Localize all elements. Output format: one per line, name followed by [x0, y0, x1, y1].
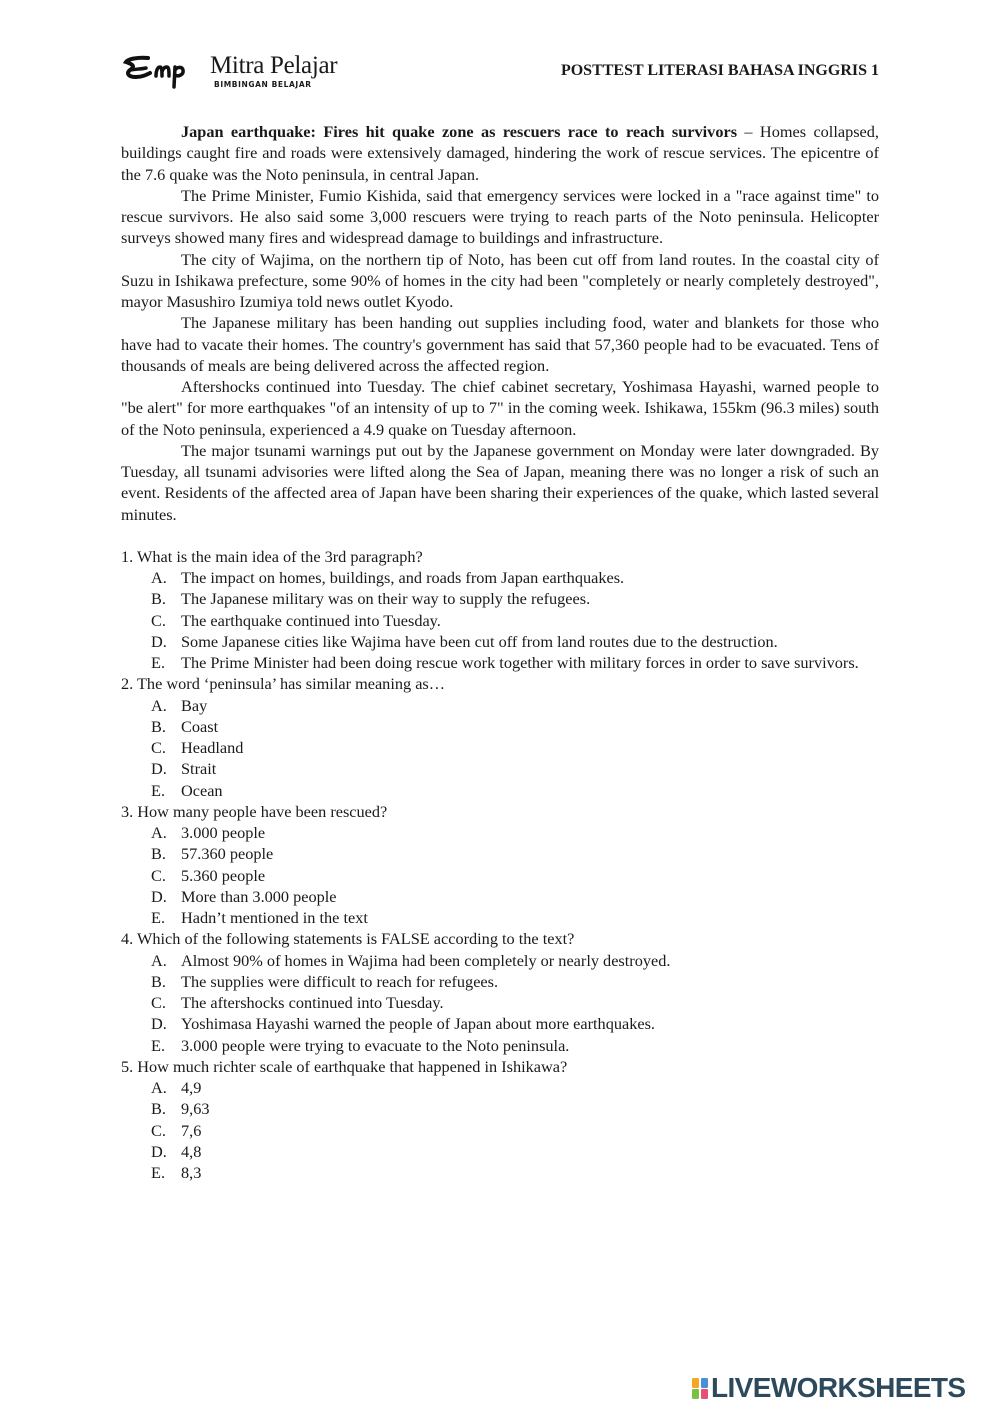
- option-letter-cell: [121, 780, 181, 801]
- option-letter-cell: [121, 1098, 181, 1119]
- question-block: [121, 673, 879, 801]
- option-text: 5.360 people: [181, 865, 266, 885]
- option-letter-cell: [121, 567, 181, 588]
- option-letter: D.: [151, 631, 167, 651]
- answer-option[interactable]: [121, 822, 879, 843]
- option-text: The aftershocks continued into Tuesday.: [181, 993, 444, 1012]
- answer-options: [121, 1077, 879, 1183]
- option-text: 3.000 people: [181, 823, 266, 842]
- option-text: The supplies were difficult to reach for refugees.: [181, 971, 499, 991]
- article-lead-text: – Homes collapsed, buildings caught fire and roads were extensively damaged, hindering the work of rescue services. The epicentre of the 7.6 quake was the Noto peninsula, in central Japan.: [121, 122, 879, 184]
- option-letter-cell: [121, 992, 181, 1013]
- answer-option[interactable]: [121, 992, 879, 1013]
- option-letter-cell: [121, 588, 181, 609]
- answer-option[interactable]: [121, 907, 879, 928]
- option-letter-cell: [121, 865, 181, 886]
- page-title: POSTTEST LITERASI BAHASA INGGRIS 1: [560, 62, 879, 79]
- option-letter: E.: [151, 908, 166, 927]
- option-letter-cell: [121, 652, 181, 673]
- article-paragraph: The Prime Minister, Fumio Kishida, said that emergency services were locked in a "race against time" to rescue survivors. He also said some 3,000 rescuers were trying to reach parts of the Noto peninsula. Helicopter surveys showed many fires and widespread damage to buildings and infrastructure.: [121, 185, 879, 248]
- option-text: Some Japanese cities like Wajima have been cut off from land routes due to the destruction.: [181, 631, 778, 651]
- liveworksheets-brand: LIVEWORKSHEETS: [711, 1372, 966, 1403]
- liveworksheets-logo-icon: [692, 1378, 708, 1399]
- option-letter-cell: [121, 716, 181, 737]
- answer-option[interactable]: [121, 950, 879, 971]
- option-letter: A.: [151, 950, 167, 970]
- option-letter-cell: [121, 1141, 181, 1162]
- article-paragraph: The major tsunami warnings put out by the Japanese government on Monday were later downgraded. By Tuesday, all tsunami advisories were lifted along the Sea of Japan, meaning there was no longer a risk of such an event. Residents of the affected area of Japan have been sharing their experiences of the quake, which lasted several minutes.: [121, 440, 879, 524]
- option-letter: B.: [151, 971, 166, 991]
- option-letter: C.: [151, 610, 166, 630]
- answer-options: [121, 950, 879, 1056]
- option-letter-cell: [121, 1013, 181, 1034]
- option-text: More than 3.000 people: [181, 886, 337, 906]
- article-headline: Japan earthquake: Fires hit quake zone as rescuers race to reach survivors: [181, 122, 738, 141]
- answer-option[interactable]: [121, 886, 879, 907]
- answer-option[interactable]: [121, 1077, 879, 1098]
- option-letter: B.: [151, 589, 166, 609]
- option-letter: D.: [151, 1014, 167, 1034]
- answer-option[interactable]: [121, 843, 879, 864]
- option-letter: B.: [151, 716, 166, 736]
- answer-option[interactable]: [121, 1162, 879, 1183]
- answer-option[interactable]: [121, 1098, 879, 1119]
- option-letter-cell: [121, 1120, 181, 1141]
- option-text: 4,9: [181, 1078, 202, 1097]
- option-text: 7,6: [181, 1120, 202, 1140]
- answer-option[interactable]: [121, 610, 879, 631]
- option-letter-cell: [121, 886, 181, 907]
- option-text: 4,8: [181, 1141, 202, 1161]
- answer-option[interactable]: [121, 865, 879, 886]
- option-letter: A.: [151, 695, 167, 715]
- liveworksheets-watermark: [692, 1372, 992, 1403]
- option-letter: E.: [151, 653, 166, 672]
- answer-option[interactable]: [121, 567, 879, 588]
- option-letter: E.: [151, 1035, 166, 1055]
- question-block: [121, 801, 879, 929]
- option-letter: B.: [151, 1099, 166, 1119]
- option-text: The impact on homes, buildings, and roads from Japan earthquakes.: [181, 568, 625, 587]
- document-body: [121, 121, 879, 1183]
- option-letter-cell: [121, 843, 181, 864]
- answer-option[interactable]: [121, 1035, 879, 1056]
- option-text: 57.360 people: [181, 844, 274, 864]
- article-paragraph: The Japanese military has been handing out supplies including food, water and blankets for those who have had to vacate their homes. The country's government has said that 57,360 people had to be evacuated. Tens of thousands of meals are being delivered across the affected region.: [121, 313, 879, 375]
- option-text: The Prime Minister had been doing rescue work together with military forces in order to save survivors.: [181, 653, 859, 672]
- answer-options: [121, 822, 879, 928]
- option-text: Ocean: [181, 780, 223, 800]
- option-letter: A.: [151, 1078, 167, 1097]
- option-text: Bay: [181, 695, 208, 715]
- answer-option[interactable]: [121, 737, 879, 758]
- answer-option[interactable]: [121, 1013, 879, 1034]
- question-text: 4. Which of the following statements is FALSE according to the text?: [121, 929, 575, 949]
- option-letter-cell: [121, 631, 181, 652]
- option-letter: C.: [151, 865, 166, 885]
- article-lead-paragraph: [121, 121, 879, 185]
- article-paragraph: Aftershocks continued into Tuesday. The chief cabinet secretary, Yoshimasa Hayashi, warned people to "be alert" for more earthquakes "of an intensity of up to 7" in the coming week. Ishikawa, 155km (96.3 miles) south of the Noto peninsula, experienced a 4.9 quake on Tuesday afternoon.: [121, 377, 879, 439]
- answer-option[interactable]: [121, 652, 879, 673]
- answer-option[interactable]: [121, 758, 879, 779]
- option-text: 8,3: [181, 1163, 202, 1182]
- option-letter: B.: [151, 844, 166, 864]
- option-letter-cell: [121, 695, 181, 716]
- option-text: The Japanese military was on their way to supply the refugees.: [181, 589, 591, 609]
- question-block: [121, 1056, 879, 1184]
- option-letter-cell: [121, 822, 181, 843]
- option-text: Coast: [181, 716, 219, 736]
- brand-logo: [122, 50, 352, 92]
- option-letter: C.: [151, 738, 166, 757]
- option-letter-cell: [121, 950, 181, 971]
- option-text: 9,63: [181, 1099, 210, 1119]
- answer-option[interactable]: [121, 971, 879, 992]
- answer-option[interactable]: [121, 716, 879, 737]
- answer-options: [121, 567, 879, 673]
- option-letter: C.: [151, 1120, 166, 1140]
- logo-brand-name: Mitra Pelajar: [210, 52, 338, 79]
- option-letter-cell: [121, 1162, 181, 1183]
- option-letter: D.: [151, 759, 167, 779]
- option-letter-cell: [121, 758, 181, 779]
- option-letter: E.: [151, 780, 166, 800]
- option-letter: E.: [151, 1163, 166, 1182]
- option-letter: A.: [151, 823, 167, 842]
- answer-option[interactable]: [121, 1141, 879, 1162]
- question-text: 1. What is the main idea of the 3rd paragraph?: [121, 546, 423, 566]
- answer-option[interactable]: [121, 588, 879, 609]
- option-letter: D.: [151, 886, 167, 906]
- logo-tagline: BIMBINGAN BELAJAR: [214, 80, 312, 89]
- question-list: [121, 546, 879, 1184]
- option-text: Strait: [181, 759, 217, 779]
- option-letter-cell: [121, 1035, 181, 1056]
- option-text: 3.000 people were trying to evacuate to the Noto peninsula.: [181, 1035, 570, 1055]
- option-letter-cell: [121, 1077, 181, 1098]
- answer-option[interactable]: [121, 695, 879, 716]
- section-spacer: [121, 525, 879, 546]
- question-text: 5. How much richter scale of earthquake that happened in Ishikawa?: [121, 1056, 568, 1076]
- option-letter: C.: [151, 993, 166, 1012]
- option-letter: A.: [151, 568, 167, 587]
- option-letter-cell: [121, 737, 181, 758]
- option-text: Yoshimasa Hayashi warned the people of Japan about more earthquakes.: [181, 1014, 655, 1034]
- option-letter-cell: [121, 610, 181, 631]
- option-text: Hadn’t mentioned in the text: [181, 908, 368, 927]
- question-text: 2. The word ‘peninsula’ has similar meaning as…: [121, 674, 446, 694]
- option-text: Almost 90% of homes in Wajima had been completely or nearly destroyed.: [181, 950, 671, 970]
- article-paragraph: The city of Wajima, on the northern tip of Noto, has been cut off from land routes. In the coastal city of Suzu in Ishikawa prefecture, some 90% of homes in the city had been "completely or nearly completely destroyed", mayor Masushiro Izumiya told news outlet Kyodo.: [121, 249, 879, 311]
- answer-options: [121, 695, 879, 801]
- option-letter-cell: [121, 971, 181, 992]
- emp-logo-icon: [122, 50, 208, 90]
- question-block: [121, 546, 879, 674]
- question-text: 3. How many people have been rescued?: [121, 801, 388, 821]
- option-text: Headland: [181, 738, 244, 757]
- option-letter: D.: [151, 1141, 167, 1161]
- option-text: The earthquake continued into Tuesday.: [181, 610, 441, 630]
- answer-option[interactable]: [121, 780, 879, 801]
- option-letter-cell: [121, 907, 181, 928]
- answer-option[interactable]: [121, 631, 879, 652]
- answer-option[interactable]: [121, 1120, 879, 1141]
- question-block: [121, 928, 879, 1056]
